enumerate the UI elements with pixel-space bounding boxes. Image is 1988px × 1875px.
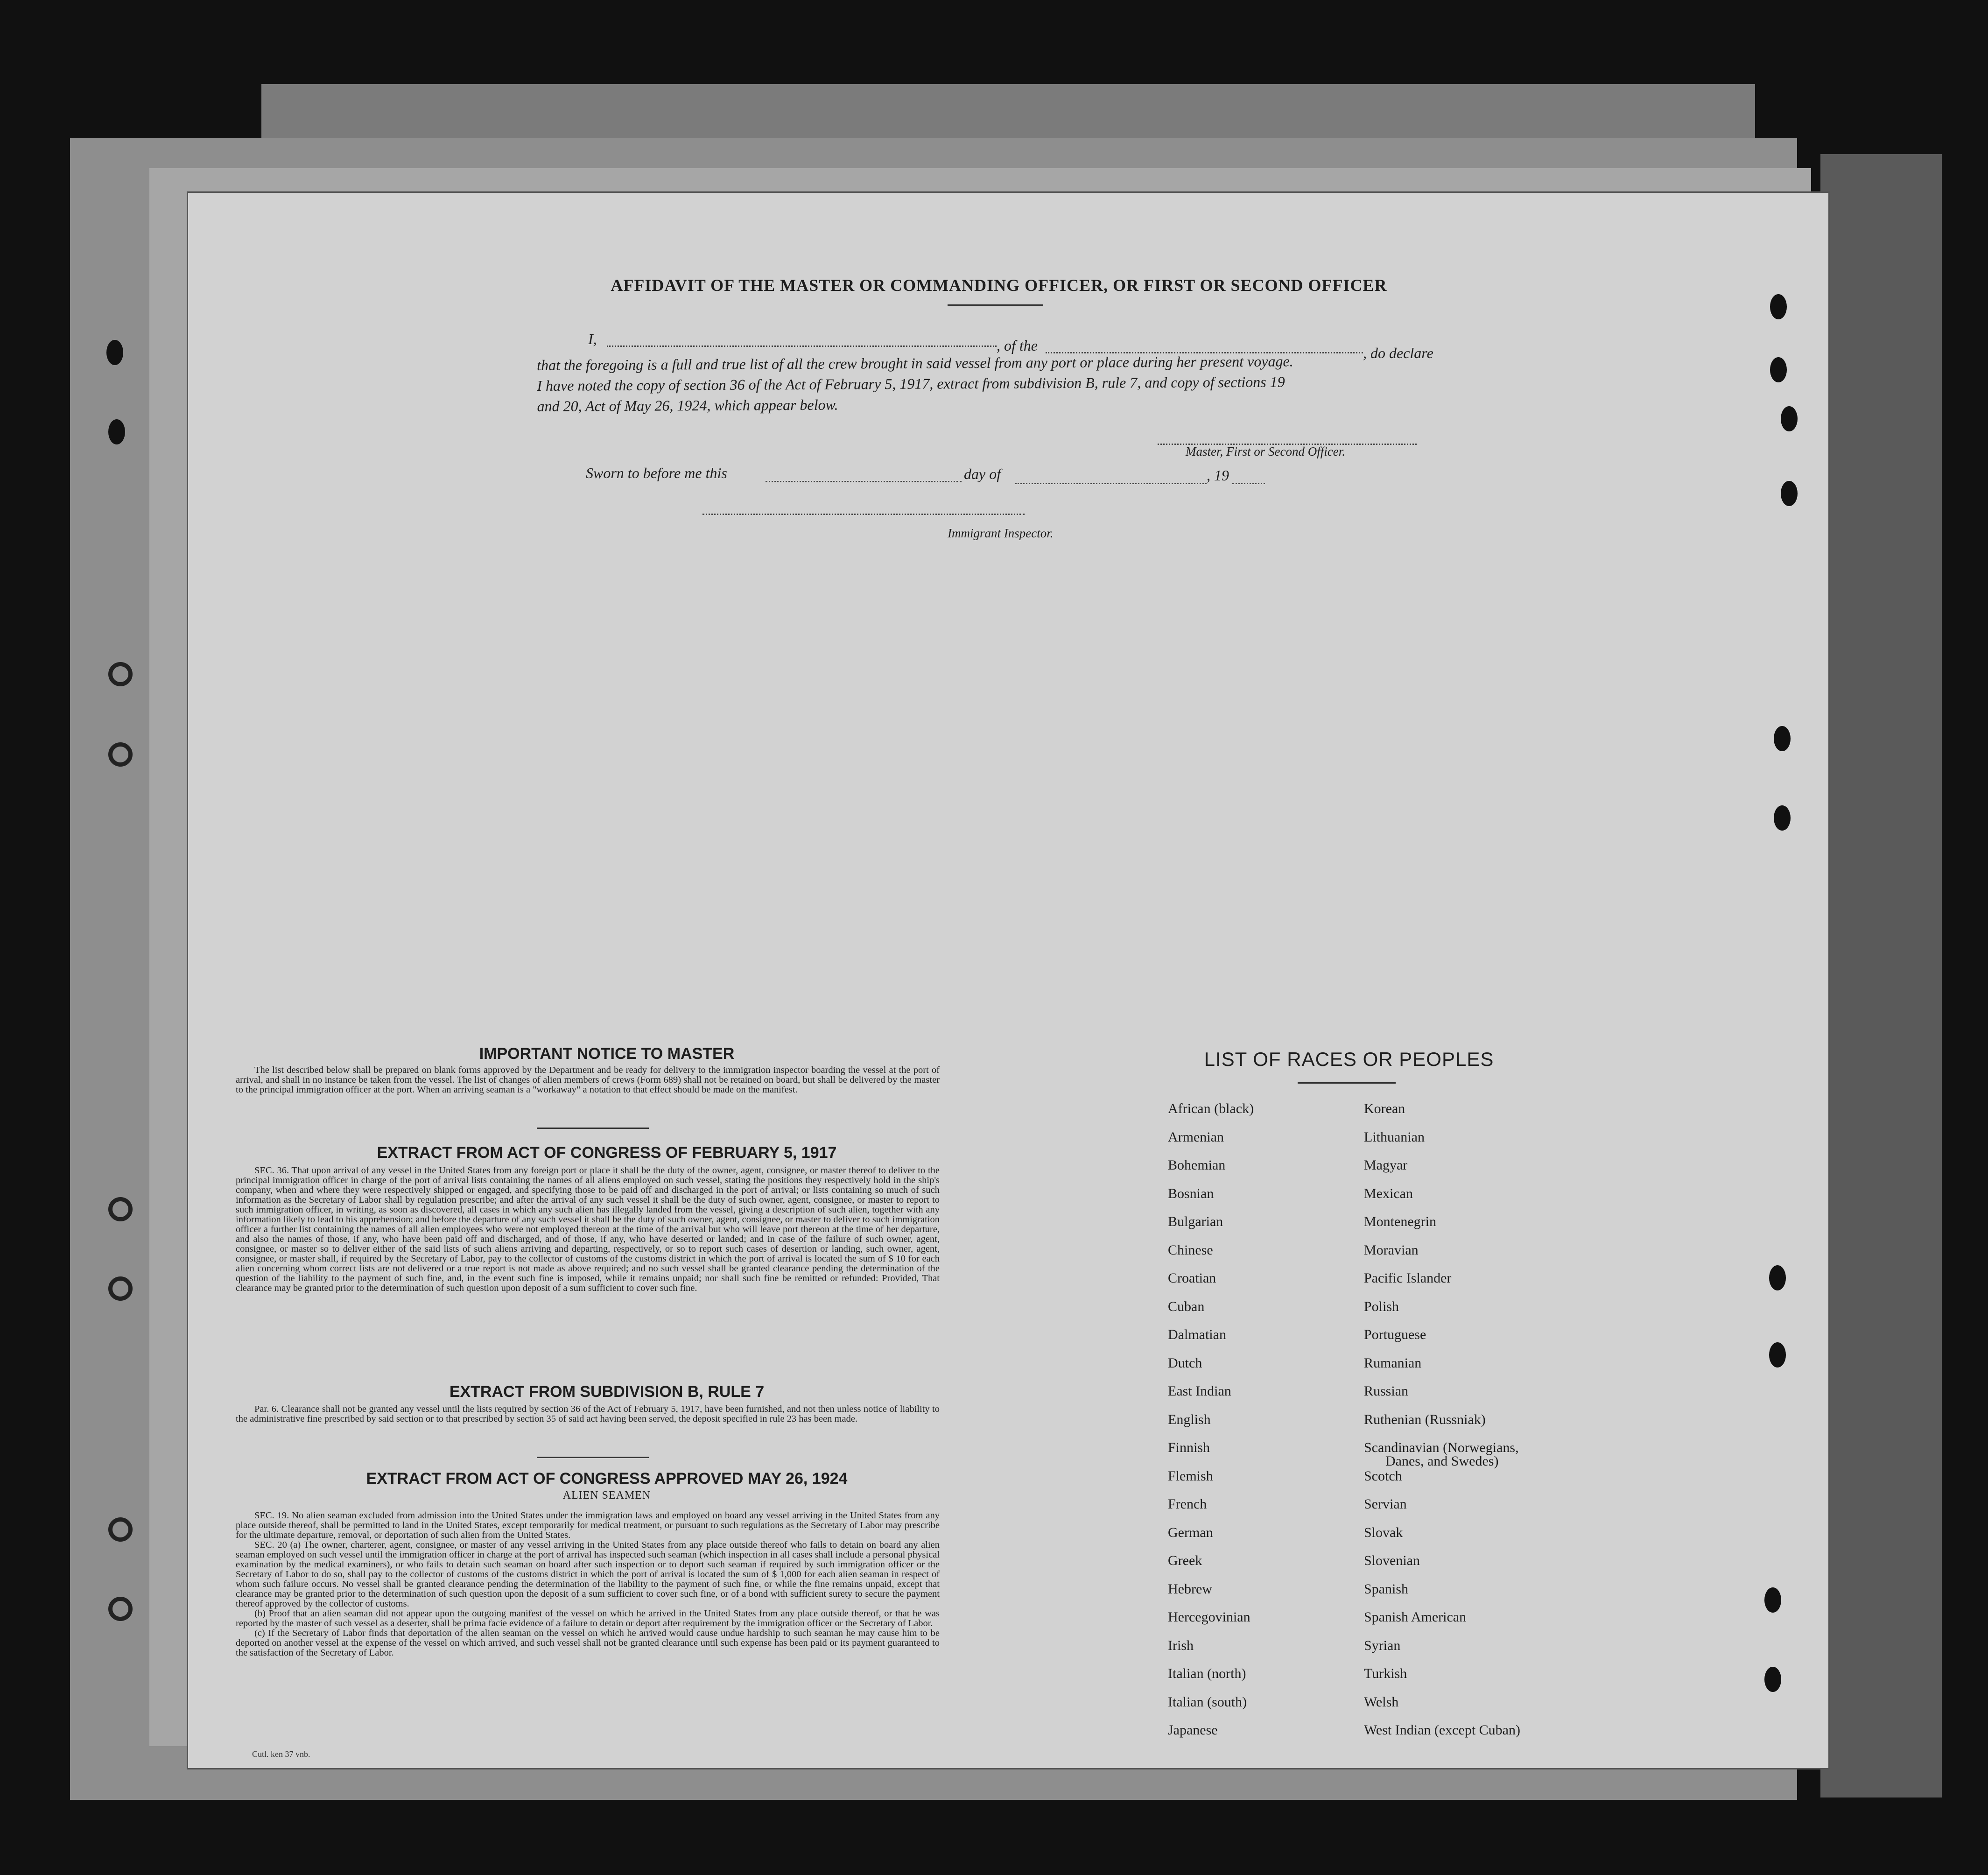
punch-hole (1769, 1265, 1786, 1290)
extract-1917-title: EXTRACT FROM ACT OF CONGRESS OF FEBRUARY 5, 1917 (377, 1144, 837, 1162)
race-item: Turkish (1364, 1666, 1407, 1681)
race-item: Korean (1364, 1101, 1405, 1116)
month-blank[interactable] (1015, 483, 1207, 484)
race-item: Croatian (1168, 1270, 1216, 1286)
year-label: , 19 (1207, 467, 1229, 484)
affidavit-line: that the foregoing is a full and true list of all the crew brought in said vessel from any port or place during her present voyage. (537, 352, 1293, 374)
punch-hole (108, 419, 125, 444)
affidavit-line: and 20, Act of May 26, 1924, which appear below. (537, 396, 838, 415)
race-item: Polish (1364, 1298, 1399, 1314)
affidavit-line: I have noted the copy of section 36 of the Act of February 5, 1917, extract from subdivision B, rule 7, and copy of sections 19 (537, 373, 1285, 394)
alien-seamen-subtitle: ALIEN SEAMEN (562, 1489, 651, 1501)
race-item: Rumanian (1364, 1355, 1422, 1371)
race-item: Slovak (1364, 1524, 1403, 1540)
punch-hole-ring (108, 1197, 133, 1221)
race-item: Spanish American (1364, 1609, 1467, 1625)
extract-1924-title: EXTRACT FROM ACT OF CONGRESS APPROVED MAY 26, 1924 (366, 1470, 848, 1487)
race-item: Dalmatian (1168, 1327, 1226, 1342)
divider (1298, 1082, 1396, 1084)
affidavit-i-label: I, (588, 331, 597, 347)
notice-title: IMPORTANT NOTICE TO MASTER (479, 1045, 735, 1063)
divider (537, 1457, 649, 1458)
race-item: Chinese (1168, 1242, 1213, 1258)
punch-hole (1770, 357, 1787, 382)
extract-1917-body (236, 1166, 940, 1293)
form-footer-code: Cutl. ken 37 vnb. (252, 1749, 310, 1759)
punch-hole-ring (108, 742, 133, 767)
divider (537, 1128, 649, 1129)
race-item: Irish (1168, 1637, 1194, 1653)
race-item: Armenian (1168, 1129, 1224, 1145)
race-item: Dutch (1168, 1355, 1202, 1371)
race-item: Servian (1364, 1496, 1407, 1512)
races-left-column (1168, 1095, 1364, 1745)
day-of-label: day of (964, 465, 1001, 482)
affidavit-declare-label: , do declare (1363, 345, 1433, 361)
race-item: Hebrew (1168, 1581, 1212, 1597)
race-item: Pacific Islander (1364, 1270, 1452, 1286)
race-item: French (1168, 1496, 1207, 1512)
sworn-label: Sworn to before me this (586, 465, 727, 481)
sec-20c-text: (c) If the Secretary of Labor finds that deportation of the alien seaman on the vessel on which he arrived would cause undue hardship to such seaman he may cause him to be deported on another vessel at the expense of the vessel on which arrived, and such vessel shall not be granted clearance until such expense has been paid or its payment guaranteed to the satisfaction of the Secretary of Labor. (236, 1628, 940, 1658)
inspector-signature-blank[interactable] (702, 514, 1025, 515)
race-item: Montenegrin (1364, 1214, 1436, 1229)
affidavit-body (537, 350, 1471, 416)
punch-hole (1769, 1342, 1786, 1367)
sec-20b-text: (b) Proof that an alien seaman did not appear upon the outgoing manifest of the vessel on which he arrived in the United States from any place outside thereof, or that he was reported by the master of such vessel as a deserter, shall be prima facie evidence of a failure to detain or deport after requirement by the immigration officer or the Secretary of Labor. (236, 1608, 940, 1628)
punch-hole-ring (108, 1597, 133, 1621)
race-item: Hercegovinian (1168, 1609, 1250, 1625)
sec-20a-text: SEC. 20 (a) The owner, charterer, agent, consignee, or master of any vessel arriving in the United States from any place outside thereof who fails to detain on board any alien seaman employed on such vessel until the immigration officer in charge at the port of arrival has inspected such seaman (which inspection in all cases shall include a personal physical examination by the medical examiners), or who fails to detain such seaman on board after such inspection or to deport such seaman if required by such immigration officer or the Secretary of Labor to do so, shall pay to the collector of customs of the customs district in which the port of arrival is located the sum of $ 1,000 for each alien seaman in respect of whom such failure occurs. No vessel shall be granted clearance pending the determination of the liability to the payment of such fine, or while the fine remains unpaid, except that clearance may be granted prior to the determination of such question upon the deposit of a sum sufficient to cover such fine, or of a bond with sufficient surety to secure the payment thereof approved by the collector of customs. (236, 1540, 940, 1609)
punch-hole (1770, 294, 1787, 319)
race-item: Moravian (1364, 1242, 1419, 1258)
races-right-column (1364, 1095, 1625, 1745)
race-item: Finnish (1168, 1440, 1210, 1455)
race-item: Mexican (1364, 1185, 1413, 1201)
extract-1924-body (236, 1511, 940, 1658)
race-item: Italian (north) (1168, 1666, 1246, 1681)
race-item: Flemish (1168, 1468, 1213, 1484)
extract-rule7-title: EXTRACT FROM SUBDIVISION B, RULE 7 (449, 1383, 765, 1401)
extract-rule7-body (236, 1404, 940, 1424)
punch-hole-ring (108, 1517, 133, 1542)
punch-hole (1764, 1587, 1781, 1613)
par-6-text: Par. 6. Clearance shall not be granted any vessel until the lists required by section 36 of the Act of February 5, 1917, have been furnished, and not then unless notice of liability to the administrative fine prescribed by said section or to that prescribed by section 35 of said act having been served, the deposit specified in rule 23 has been made. (236, 1404, 940, 1424)
race-item: Bosnian (1168, 1185, 1214, 1201)
race-item: Italian (south) (1168, 1694, 1247, 1710)
notice-text: The list described below shall be prepared on blank forms approved by the Department and be ready for delivery to the immigration inspector boarding the vessel at the port of arrival, and shall in no instance be taken from the vessel. The list of changes of alien members of crews (Form 689) shall not be retained on board, but shall be delivered by the master to the principal immigration officer at the port. When an arriving seaman is a "workaway" a notation to that effect should be made on the manifest. (236, 1065, 940, 1095)
notice-body (236, 1065, 940, 1095)
punch-hole-ring (108, 1276, 133, 1301)
sec-19-text: SEC. 19. No alien seaman excluded from admission into the United States under the immigration laws and employed on board any vessel arriving in the United States from any place outside thereof, shall be permitted to land in the United States, except temporarily for medical treatment, or pursuant to such regulations as the Secretary of Labor may prescribe for the ultimate departure, removal, or deportation of such alien from the United States. (236, 1510, 940, 1540)
race-item: East Indian (1168, 1383, 1231, 1399)
race-item: Welsh (1364, 1694, 1399, 1710)
punch-hole (1781, 481, 1798, 506)
back-sheet-right (1820, 154, 1942, 1797)
race-item: Magyar (1364, 1157, 1408, 1173)
race-item: Bulgarian (1168, 1214, 1223, 1229)
divider (948, 304, 1043, 306)
punch-hole (1781, 406, 1798, 431)
race-item-continuation: Danes, and Swedes) (1385, 1453, 1499, 1469)
race-item: Greek (1168, 1553, 1202, 1568)
day-blank[interactable] (766, 481, 962, 482)
punch-hole (106, 340, 123, 365)
race-item: Cuban (1168, 1298, 1205, 1314)
race-item: Ruthenian (Russniak) (1364, 1411, 1486, 1427)
race-item: Scotch (1364, 1468, 1402, 1484)
punch-hole-ring (108, 662, 133, 686)
sec-36-text: SEC. 36. That upon arrival of any vessel in the United States from any foreign port or place it shall be the duty of the owner, agent, consignee, or master thereof to deliver to the principal immigration officer in charge of the port of arrival lists containing the names of all aliens employed on such vessel, stating the positions they respectively hold in the ship's company, when and where they were respectively shipped or engaged, and specifying those to be paid off and discharged in the port of arrival; or lists containing so much of such information as the Secretary of Labor shall by regulation prescribe; and after the arrival of any such vessel it shall be the duty of such owner, agent, consignee, or master to report to such immigration officer, in writing, as soon as discovered, all cases in which any such alien has illegally landed from the vessel, giving a description of such alien, together with any information likely to lead to his apprehension; and before the departure of any such vessel it shall be the duty of such owner, agent, consignee, or master to deliver to such immigration officer a further list containing the names of all alien employees who were not employed thereon at the time of the arrival but who will leave port thereon at the time of her departure, and also the names of those, if any, who have been paid off and discharged, and of those, if any, who have deserted or landed; and in case of the failure of such owner, agent, consignee, or master so to deliver either of the said lists of such aliens arriving and departing, respectively, or so to report such cases of desertion or landing, such owner, agent, consignee, or master shall, if required by the Secretary of Labor, pay to the collector of customs of the customs district in which the port of arrival is located the sum of $ 10 for each alien concerning whom correct lists are not delivered or a true report is not made as above required; and no such vessel shall be granted clearance pending the determination of the question of the liability to the payment of such fine, and, in the event such fine is imposed, while it remains unpaid; nor shall such fine be remitted or refunded: Provided, That clearance may be granted prior to the determination of such question upon deposit of a sum sufficient to cover such fine. (236, 1165, 940, 1293)
race-item: African (black) (1168, 1101, 1254, 1116)
race-item: Bohemian (1168, 1157, 1226, 1173)
race-item: Syrian (1364, 1637, 1401, 1653)
punch-hole (1764, 1667, 1781, 1692)
race-item: West Indian (except Cuban) (1364, 1722, 1520, 1738)
race-item: Japanese (1168, 1722, 1218, 1738)
name-blank[interactable] (607, 345, 997, 347)
race-item: Portuguese (1364, 1327, 1426, 1342)
races-title: LIST OF RACES OR PEOPLES (1204, 1048, 1494, 1070)
race-item: German (1168, 1524, 1213, 1540)
race-item: Spanish (1364, 1581, 1409, 1597)
punch-hole (1774, 805, 1791, 831)
race-item: Slovenian (1364, 1553, 1420, 1568)
affidavit-title: AFFIDAVIT OF THE MASTER OR COMMANDING OFFICER, OR FIRST OR SECOND OFFICER (611, 276, 1387, 295)
race-item: Scandinavian (Norwegians, (1364, 1440, 1519, 1455)
race-item: Lithuanian (1364, 1129, 1425, 1145)
year-blank[interactable] (1232, 483, 1265, 484)
affidavit-of-the-label: , of the (997, 337, 1038, 354)
race-item: Russian (1364, 1383, 1409, 1399)
inspector-label: Immigrant Inspector. (948, 526, 1054, 540)
signature-label: Master, First or Second Officer. (1186, 444, 1345, 458)
punch-hole (1774, 726, 1791, 751)
race-item: English (1168, 1411, 1211, 1427)
